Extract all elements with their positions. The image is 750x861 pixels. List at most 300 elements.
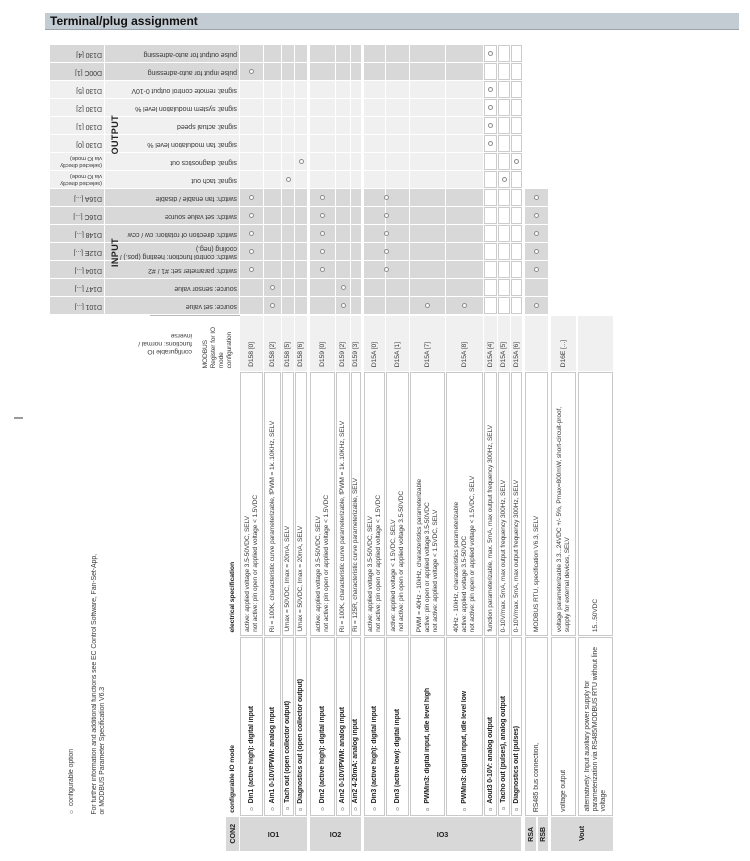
matrix-cell — [336, 189, 350, 206]
matrix-cell — [484, 243, 497, 260]
matrix-cell — [282, 81, 294, 98]
matrix-cell — [295, 135, 307, 152]
matrix-function-cell — [105, 45, 239, 62]
matrix-cell — [364, 207, 385, 224]
matrix-cell — [511, 99, 522, 116]
matrix-cell — [351, 189, 361, 206]
matrix-cell — [364, 189, 385, 206]
io-mode-line: ○ Din2 (active high): digital input — [318, 705, 326, 812]
matrix-cell — [240, 117, 263, 134]
io-mode-label — [248, 706, 256, 812]
matrix-cell — [310, 63, 335, 80]
electrical-spec-line: 0-10V/max. 5mA, max output frequency 300Hz, SELV — [512, 479, 520, 632]
matrix-cell — [386, 135, 409, 152]
matrix-cell — [351, 225, 361, 242]
matrix-cell — [410, 45, 445, 62]
matrix-cell — [240, 81, 263, 98]
electrical-spec-text — [500, 480, 508, 632]
io-register-label: D15A [7] — [423, 341, 431, 367]
matrix-cell — [484, 207, 497, 224]
matrix-cell — [511, 279, 522, 296]
terminal-cell — [538, 817, 548, 851]
io-mode-label — [319, 706, 327, 812]
config-mark-circle — [249, 267, 254, 272]
matrix-register-cell — [50, 261, 104, 278]
matrix-cell — [240, 135, 263, 152]
matrix-register-cell — [50, 279, 104, 296]
io-mode-label — [560, 770, 568, 812]
modbus-header-line: mode — [218, 351, 225, 368]
info-note-line: For further information and additional functions see EC Control Software, Fan-Set-App, — [91, 554, 98, 815]
electrical-spec-line: active: applied voltage 3.5-50VDC, SELV — [314, 516, 322, 632]
electrical-spec-cell — [484, 372, 497, 636]
matrix-cell — [484, 171, 497, 188]
matrix-cell — [525, 279, 548, 296]
electrical-spec-line: active: applied voltage 3.5-50VDC, SELV — [243, 516, 251, 632]
matrix-cell — [511, 261, 522, 278]
page-margin-mark — [14, 417, 23, 419]
configurable-io-header — [130, 331, 194, 355]
matrix-register-line: D148 [...] — [74, 230, 102, 238]
config-mark-circle — [488, 51, 493, 56]
register-band-cell — [484, 316, 497, 371]
matrix-function-cell — [105, 189, 239, 206]
electrical-spec-text — [367, 495, 383, 632]
matrix-cell — [295, 279, 307, 296]
matrix-cell — [295, 243, 307, 260]
io-mode-cell — [410, 637, 445, 816]
matrix-cell — [310, 99, 335, 116]
matrix-register-cell — [50, 189, 104, 206]
page-title: Terminal/plug assignment — [45, 13, 739, 30]
matrix-function-cell — [105, 243, 239, 260]
electrical-spec-line: 15...50VDC — [591, 598, 599, 632]
config-mark-circle — [384, 213, 389, 218]
matrix-register-label — [50, 173, 104, 186]
electrical-spec-line: voltage parameterizable 3.3...24VDC +/- 5%, Pmax=800mW, short-circuit-proof, — [555, 406, 563, 632]
legend-note-wrap — [64, 630, 80, 815]
matrix-function-line: cooling (neg.) — [195, 244, 237, 252]
config-mark-circle — [488, 105, 493, 110]
matrix-cell — [410, 261, 445, 278]
io-register-label: D15A [1] — [393, 341, 401, 367]
io-register-label: D158 [6] — [297, 342, 304, 367]
config-mark-circle — [249, 249, 254, 254]
io-mode-label — [284, 701, 292, 812]
config-mark-circle — [249, 231, 254, 236]
matrix-cell — [386, 189, 409, 206]
matrix-function-line: signal: diagnostics out — [170, 158, 237, 166]
matrix-cell — [364, 63, 385, 80]
matrix-register-cell — [50, 225, 104, 242]
matrix-cell — [484, 279, 497, 296]
matrix-cell — [240, 45, 263, 62]
matrix-cell — [264, 135, 281, 152]
matrix-cell — [282, 99, 294, 116]
config-mark-circle — [270, 285, 275, 290]
matrix-cell — [511, 135, 522, 152]
matrix-cell — [364, 243, 385, 260]
io-register-label: D15A [8] — [460, 341, 468, 367]
matrix-register-line: D104 [...] — [74, 266, 102, 274]
io-register-label: D15A [5] — [500, 341, 507, 367]
matrix-cell — [336, 171, 350, 188]
electrical-spec-text — [284, 526, 292, 632]
matrix-register-line: (selected directly — [60, 162, 102, 168]
modbus-register-header — [202, 327, 234, 368]
matrix-cell — [484, 63, 497, 80]
matrix-cell — [446, 135, 483, 152]
matrix-cell — [282, 189, 294, 206]
electrical-spec-cell — [240, 372, 263, 636]
io-mode-label — [371, 706, 379, 812]
electrical-spec-line: supply for external devices, SELV — [563, 537, 571, 632]
matrix-cell — [295, 171, 307, 188]
config-mark-circle — [534, 267, 539, 272]
matrix-function-label — [105, 266, 239, 274]
matrix-cell — [310, 279, 335, 296]
matrix-cell — [498, 189, 510, 206]
output-group-label-wrap — [106, 81, 123, 189]
electrical-spec-line: Ri = 100K, characteristic curve parameterizable, fPWM = 1k..10KHz, SELV — [268, 420, 276, 632]
configurable-io-header-line: functions: normal / — [138, 340, 192, 347]
matrix-cell — [386, 63, 409, 80]
register-band-cell — [498, 316, 510, 371]
matrix-cell — [386, 261, 409, 278]
matrix-cell — [295, 45, 307, 62]
matrix-register-label — [50, 266, 104, 274]
matrix-register-line: D130 [1] — [76, 122, 102, 130]
matrix-cell — [295, 99, 307, 116]
matrix-cell — [364, 135, 385, 152]
electrical-spec-text — [352, 478, 360, 632]
matrix-cell — [446, 117, 483, 134]
matrix-function-cell — [105, 135, 239, 152]
matrix-cell — [336, 225, 350, 242]
modbus-header-line: Register for IO — [210, 326, 217, 368]
matrix-cell — [386, 225, 409, 242]
matrix-cell — [410, 153, 445, 170]
matrix-cell — [310, 45, 335, 62]
io-mode-label — [500, 696, 508, 812]
matrix-cell — [310, 171, 335, 188]
matrix-cell — [240, 153, 263, 170]
config-mark-circle — [488, 123, 493, 128]
config-mark-circle — [514, 159, 519, 164]
matrix-cell — [498, 297, 510, 314]
io-mode-cell — [240, 637, 263, 816]
io-mode-cell — [484, 637, 497, 816]
register-band-cell — [578, 316, 613, 371]
matrix-cell — [240, 279, 263, 296]
electrical-spec-text — [556, 407, 572, 632]
matrix-cell — [484, 297, 497, 314]
config-mark-circle — [425, 303, 430, 308]
io-mode-cell — [336, 637, 350, 816]
electrical-spec-cell — [364, 372, 385, 636]
matrix-cell — [511, 225, 522, 242]
electrical-spec-cell — [310, 372, 335, 636]
matrix-cell — [364, 153, 385, 170]
matrix-cell — [511, 189, 522, 206]
electrical-spec-text — [513, 480, 521, 632]
config-mark-circle — [462, 303, 467, 308]
matrix-cell — [410, 243, 445, 260]
register-band-cell — [511, 316, 522, 371]
terminal-label: CON2 — [227, 824, 237, 844]
matrix-cell — [386, 207, 409, 224]
io-mode-cell — [525, 637, 548, 816]
matrix-cell — [498, 243, 510, 260]
matrix-cell — [264, 99, 281, 116]
electrical-spec-line: not active: applied voltage < 1.5VDC, SELV — [431, 509, 439, 632]
matrix-function-cell — [105, 207, 239, 224]
io-register-label: D158 [0] — [247, 342, 255, 367]
electrical-spec-line: active: applied voltage 3.5-50VDC — [460, 535, 468, 632]
io-mode-label — [513, 726, 521, 812]
matrix-register-cell — [50, 63, 104, 80]
matrix-cell — [264, 63, 281, 80]
matrix-function-label — [105, 86, 239, 94]
electrical-spec-cell — [511, 372, 522, 636]
electrical-spec-cell — [295, 372, 307, 636]
input-group-label-wrap — [106, 189, 123, 315]
electrical-spec-line: Umax = 50VDC, Imax = 20mA, SELV — [284, 526, 291, 632]
matrix-cell — [498, 207, 510, 224]
electrical-spec-line: 40Hz - 10kHz, characteristics parameterizable — [452, 501, 460, 632]
matrix-function-cell — [105, 225, 239, 242]
electrical-spec-text — [453, 476, 477, 632]
config-mark-circle — [534, 231, 539, 236]
matrix-cell — [295, 81, 307, 98]
matrix-cell — [264, 81, 281, 98]
matrix-register-line: D16A [...] — [74, 194, 102, 202]
matrix-register-label — [50, 68, 104, 76]
io-mode-label — [352, 719, 360, 812]
matrix-register-line: D12E [...] — [73, 248, 102, 256]
io-mode-line: ○ PWMin3: digital input, idle level high — [423, 687, 431, 812]
io-mode-line: ○ Tach out (open collector output) — [284, 701, 291, 812]
matrix-function-cell — [105, 99, 239, 116]
register-band-cell — [386, 316, 409, 371]
matrix-register-label — [50, 50, 104, 58]
matrix-cell — [336, 153, 350, 170]
config-mark-circle — [384, 195, 389, 200]
matrix-cell — [240, 297, 263, 314]
io-mode-label — [269, 707, 277, 812]
matrix-cell — [295, 63, 307, 80]
electrical-spec-line: not active: pin open or applied voltage 3.5-50VDC — [397, 491, 405, 632]
info-note-line: or MODBUS Parameter Specification V6.3 — [99, 687, 106, 815]
matrix-function-line: signal: system modulation level % — [135, 104, 237, 112]
matrix-cell — [282, 279, 294, 296]
io-mode-label — [424, 688, 432, 812]
config-mark-circle — [488, 141, 493, 146]
matrix-cell — [310, 153, 335, 170]
register-band-cell — [295, 316, 307, 371]
matrix-register-cell — [50, 135, 104, 152]
terminal-label: Vout — [577, 826, 586, 842]
electrical-spec-line: not active: pin open or applied voltage < 1.5VDC — [251, 495, 259, 632]
matrix-cell — [336, 207, 350, 224]
config-mark-circle — [320, 195, 325, 200]
io-mode-cell — [295, 637, 307, 816]
matrix-function-cell — [105, 63, 239, 80]
matrix-function-label — [105, 122, 239, 130]
electrical-spec-text — [533, 516, 541, 632]
io-register-label: D159 [3] — [352, 342, 359, 367]
matrix-cell — [498, 63, 510, 80]
config-mark-circle — [320, 231, 325, 236]
matrix-cell — [364, 297, 385, 314]
matrix-cell — [282, 135, 294, 152]
electrical-spec-line: PWM = 40Hz - 10kHz, characteristics parameterizable — [415, 478, 423, 632]
matrix-cell — [498, 45, 510, 62]
matrix-function-line: pulse output for auto-adressing — [143, 50, 237, 58]
matrix-function-cell — [105, 153, 239, 170]
matrix-function-label — [105, 140, 239, 148]
matrix-register-label — [50, 104, 104, 112]
matrix-function-line: pulse input for auto-adressing — [147, 68, 237, 76]
io-mode-line: ○ Din3 (active low): digital input — [393, 708, 401, 812]
matrix-cell — [410, 81, 445, 98]
matrix-cell — [364, 45, 385, 62]
matrix-function-line: signal: actual speed — [177, 122, 237, 130]
electrical-spec-cell — [551, 372, 576, 636]
matrix-cell — [295, 207, 307, 224]
matrix-cell — [498, 261, 510, 278]
matrix-register-label — [50, 230, 104, 238]
matrix-cell — [310, 297, 335, 314]
matrix-cell — [264, 153, 281, 170]
matrix-cell — [498, 225, 510, 242]
io-mode-cell — [264, 637, 281, 816]
matrix-cell — [364, 99, 385, 116]
terminal-cell — [551, 817, 613, 851]
config-mark-circle — [534, 195, 539, 200]
matrix-cell — [364, 279, 385, 296]
matrix-cell — [264, 261, 281, 278]
matrix-cell — [446, 153, 483, 170]
electrical-spec-text — [244, 495, 260, 632]
register-band-cell — [364, 316, 385, 371]
electrical-spec-line: not active: pin open or applied voltage < 1.5VDC — [374, 495, 382, 632]
matrix-cell — [264, 171, 281, 188]
matrix-cell — [410, 279, 445, 296]
register-band-cell — [551, 316, 576, 371]
matrix-cell — [364, 117, 385, 134]
matrix-register-label — [50, 194, 104, 202]
matrix-function-label — [105, 244, 239, 260]
terminal-cell — [240, 817, 307, 851]
matrix-function-label — [105, 176, 239, 184]
matrix-cell — [351, 63, 361, 80]
info-note-wrap — [85, 525, 113, 815]
matrix-cell — [295, 225, 307, 242]
matrix-cell — [386, 99, 409, 116]
matrix-cell — [336, 261, 350, 278]
configurable-option-legend: ○ configurable option — [68, 749, 75, 815]
matrix-cell — [264, 45, 281, 62]
io-register-label: D159 [2] — [339, 342, 346, 367]
io-mode-cell — [446, 637, 483, 816]
matrix-cell — [295, 297, 307, 314]
matrix-function-cell — [105, 261, 239, 278]
electrical-spec-line: 0-10V/max. 5mA, max output frequency 300Hz, SELV — [500, 479, 507, 632]
io-register-label: D158 [2] — [268, 342, 276, 367]
matrix-register-line: (selected directly — [60, 180, 102, 186]
matrix-function-label — [105, 212, 239, 220]
output-group-label: OUTPUT — [109, 115, 120, 155]
electrical-spec-text — [269, 421, 277, 632]
matrix-register-cell — [50, 243, 104, 260]
matrix-cell — [295, 189, 307, 206]
matrix-register-cell — [50, 207, 104, 224]
io-mode-line: ○ Din1 (active high): digital input — [247, 705, 255, 812]
matrix-cell — [386, 171, 409, 188]
io-mode-cell — [511, 637, 522, 816]
matrix-register-label — [50, 302, 104, 310]
electrical-spec-line: active: pin open or applied voltage 3.5-50VDC — [423, 501, 431, 632]
io-mode-cell — [282, 637, 294, 816]
config-mark-circle — [534, 249, 539, 254]
matrix-function-label — [105, 158, 239, 166]
config-mark-circle — [534, 303, 539, 308]
matrix-function-line: signal: tach out — [191, 176, 237, 184]
matrix-function-cell — [105, 117, 239, 134]
matrix-cell — [364, 81, 385, 98]
io-register-label: D15A [0] — [370, 341, 378, 367]
matrix-register-line: D130 [2] — [76, 104, 102, 112]
io-mode-line: ○ Ain1 0-10V/PWM: analog input — [268, 706, 276, 812]
matrix-function-label — [105, 68, 239, 76]
io-mode-line: ○ Ain2 0-10V/PWM: analog input — [339, 706, 346, 812]
matrix-cell — [310, 135, 335, 152]
matrix-cell — [282, 297, 294, 314]
modbus-header-line: MODBUS — [202, 339, 209, 368]
matrix-cell — [511, 207, 522, 224]
matrix-cell — [240, 171, 263, 188]
matrix-cell — [364, 261, 385, 278]
matrix-cell — [364, 225, 385, 242]
matrix-register-cell — [50, 81, 104, 98]
matrix-function-cell — [105, 171, 239, 188]
matrix-function-line: switch: direction of rotation: cw / ccw — [127, 230, 237, 238]
matrix-cell — [410, 63, 445, 80]
matrix-cell — [511, 297, 522, 314]
electrical-spec-text — [390, 491, 406, 632]
matrix-cell — [282, 243, 294, 260]
register-band-cell — [282, 316, 294, 371]
matrix-cell — [511, 63, 522, 80]
matrix-cell — [511, 81, 522, 98]
config-mark-circle — [320, 213, 325, 218]
electrical-spec-line: not active: pin open or applied voltage < 1.5VDC — [322, 495, 330, 632]
matrix-cell — [446, 279, 483, 296]
matrix-cell — [351, 297, 361, 314]
matrix-cell — [351, 243, 361, 260]
matrix-cell — [364, 171, 385, 188]
electrical-spec-cell — [264, 372, 281, 636]
io-mode-line: RS485 bus connection, — [532, 742, 540, 812]
io-mode-line: ○ Diagnostics out (open collector output) — [297, 678, 304, 812]
electrical-spec-line: not active: pin open or applied voltage < 1.5VDC, SELV — [468, 475, 476, 632]
io-mode-line: voltage — [599, 790, 607, 812]
matrix-function-cell — [105, 297, 239, 314]
matrix-cell — [446, 63, 483, 80]
electrical-spec-line: Ri = 100K, characteristic curve parameterizable, fPWM = 1k..10KHz, SELV — [339, 420, 346, 632]
matrix-cell — [310, 81, 335, 98]
